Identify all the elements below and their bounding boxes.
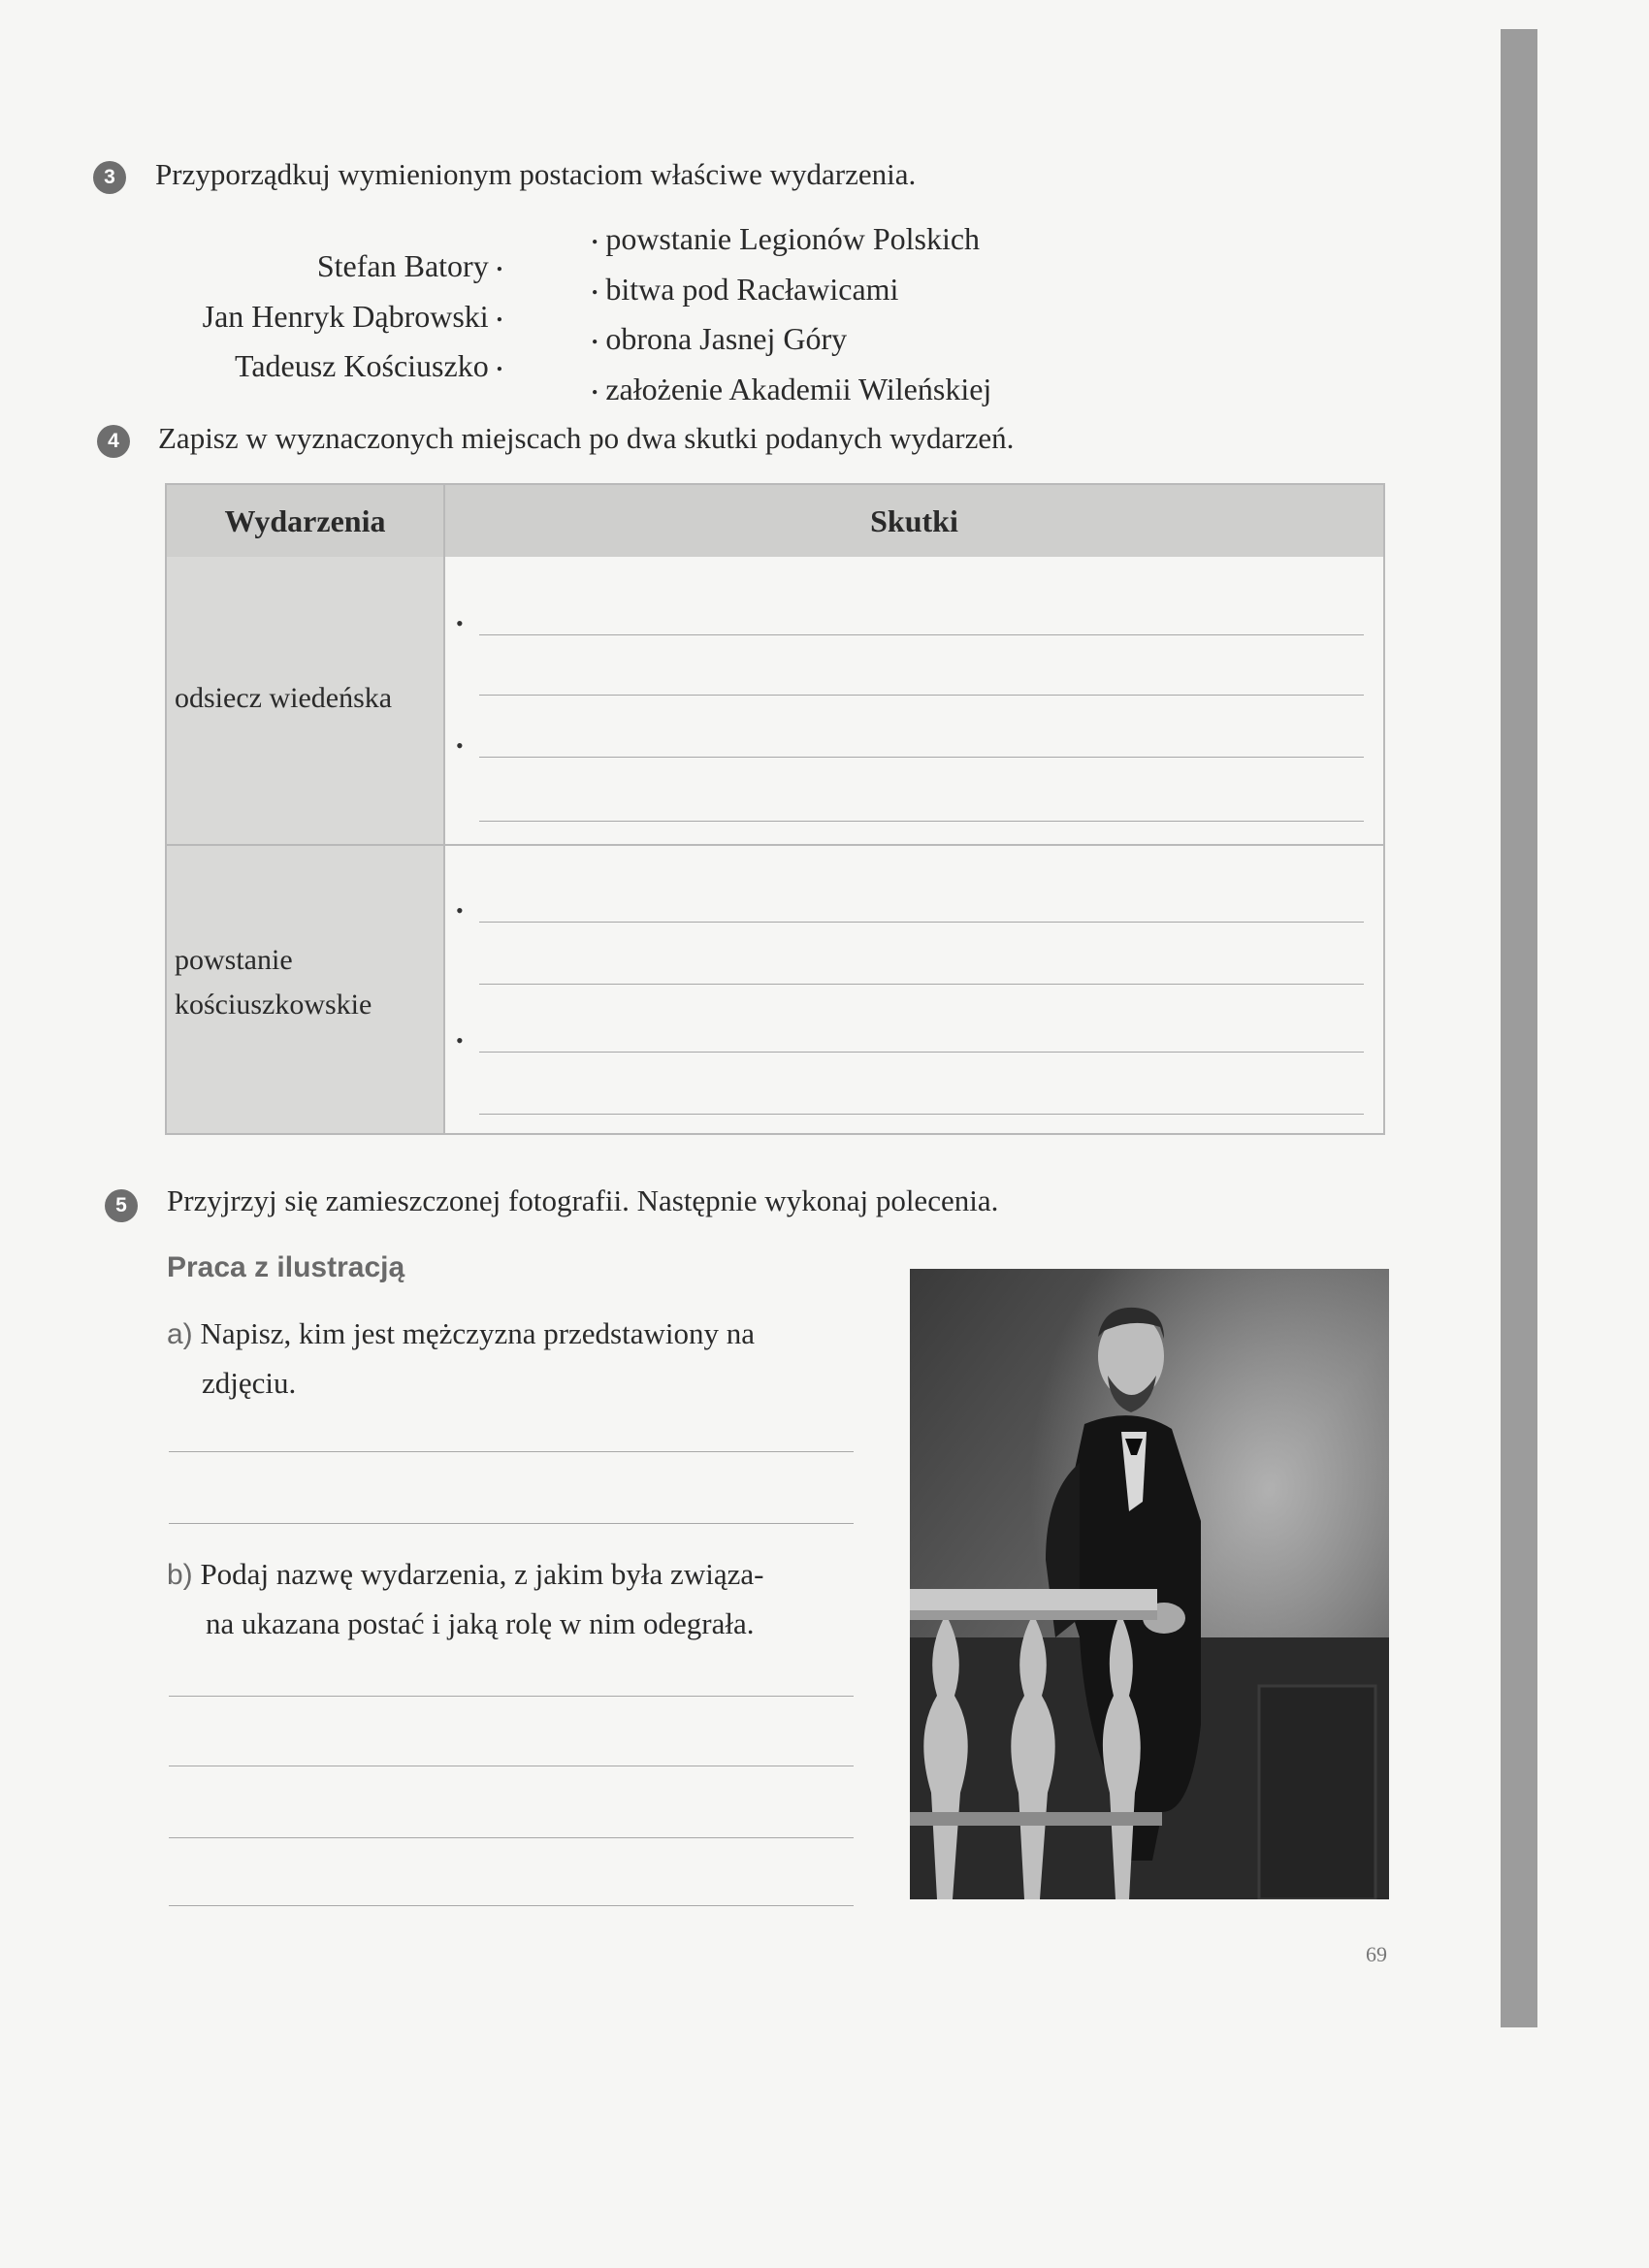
page-number: 69 [1366,1942,1387,1966]
match-dot[interactable]: • [496,359,502,379]
event-label: odsiecz wiedeńska [175,682,393,714]
answer-line[interactable] [169,1523,854,1524]
person-name: Jan Henryk Dąbrowski [202,298,489,334]
person-item[interactable] [203,342,502,393]
person-item[interactable] [203,293,502,343]
event-cell-2 [167,846,445,1133]
match-dot[interactable]: • [592,332,598,352]
person-name: Stefan Batory [316,248,489,283]
answer-line[interactable] [479,922,1364,923]
event-item[interactable] [592,315,991,366]
person-item[interactable] [203,243,502,293]
question-a-text-cont: zdjęciu. [202,1366,297,1400]
match-dot[interactable]: • [592,282,598,303]
task-5-number-badge: 5 [105,1189,138,1222]
task-5-instruction: Przyjrzyj się zamieszczonej fotografii. Następnie wykonaj polecenia. [167,1183,999,1217]
question-a-text: Napisz, kim jest mężczyzna przedstawiony na [200,1316,755,1350]
task-3-number-badge: 3 [93,161,126,194]
event-item[interactable] [592,366,991,416]
event-name: obrona Jasnej Góry [605,321,848,357]
answer-line[interactable] [479,757,1364,758]
event-cell-1 [167,557,445,844]
question-a [167,1310,865,1408]
question-a-letter: a) [167,1318,193,1350]
match-dot[interactable]: • [592,382,598,403]
event-label: kościuszkowskie [175,988,372,1021]
effect-bullet: • [456,611,464,635]
answer-line[interactable] [479,984,1364,985]
event-label: powstanie [175,944,293,976]
event-item[interactable] [592,266,991,316]
answer-line[interactable] [169,1905,854,1906]
answer-line[interactable] [169,1451,854,1452]
effect-bullet: • [456,733,464,758]
task-3-events-list [592,215,991,416]
question-b-text-cont: na ukazana postać i jaką rolę w nim odegrała. [206,1606,755,1640]
match-dot[interactable]: • [496,259,502,279]
task-3-people-list [203,243,502,393]
event-name: założenie Akademii Wileńskiej [605,371,992,406]
answer-line[interactable] [479,1114,1364,1115]
answer-line[interactable] [479,1052,1364,1053]
effect-bullet: • [456,898,464,923]
task-4-number-badge: 4 [97,425,130,458]
question-b [167,1550,885,1648]
historical-photograph [910,1269,1389,1899]
page-edge-bar [1501,29,1537,2027]
answer-line[interactable] [479,821,1364,822]
header-effects: Skutki [445,485,1383,557]
question-b-text: Podaj nazwę wydarzenia, z jakim była związa- [200,1557,764,1591]
match-dot[interactable]: • [496,309,502,330]
event-name: bitwa pod Racławicami [605,271,899,307]
match-dot[interactable]: • [592,232,598,252]
answer-line[interactable] [169,1696,854,1697]
question-b-letter: b) [167,1559,193,1591]
task-4-instruction: Zapisz w wyznaczonych miejscach po dwa skutki podanych wydarzeń. [158,421,1015,455]
person-name: Tadeusz Kościuszko [235,348,489,384]
task-5-subheading: Praca z ilustracją [167,1251,405,1283]
answer-line[interactable] [169,1837,854,1838]
answer-line[interactable] [479,695,1364,696]
photograph-illustration [910,1269,1389,1899]
event-item[interactable] [592,215,991,266]
effect-bullet: • [456,1028,464,1053]
event-name: powstanie Legionów Polskich [605,221,981,256]
answer-line[interactable] [479,634,1364,635]
header-events: Wydarzenia [167,485,445,557]
effects-table [165,483,1385,1135]
task-3-instruction: Przyporządkuj wymienionym postaciom właściwe wydarzenia. [155,157,917,191]
